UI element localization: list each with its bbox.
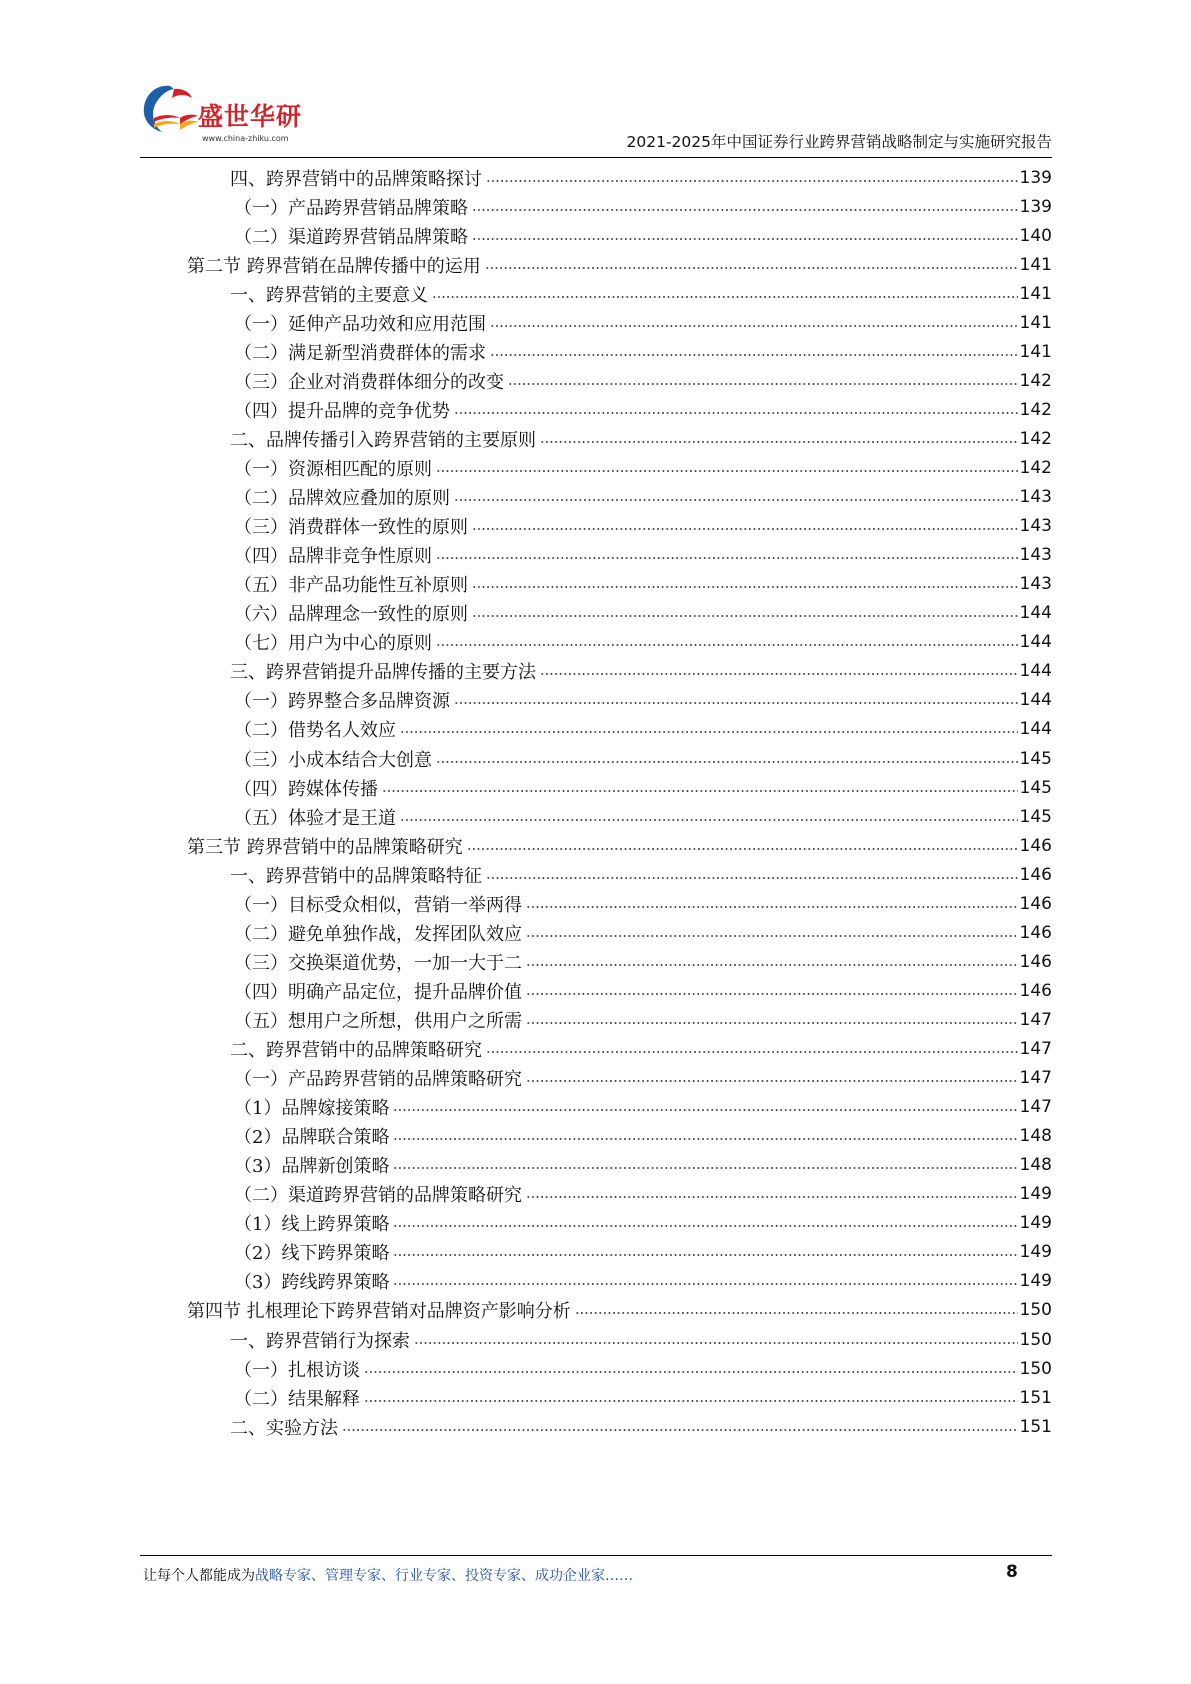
toc-entry[interactable] <box>230 859 1052 890</box>
footer-divider <box>140 1555 1052 1556</box>
toc-entry-label: 第二节 跨界营销在品牌传播中的运用 <box>187 255 481 277</box>
toc-dot-leader <box>486 1047 1018 1057</box>
toc-entry-label: 第三节 跨界营销中的品牌策略研究 <box>187 836 463 858</box>
toc-entry[interactable] <box>234 511 1052 542</box>
toc-dot-leader <box>472 611 1018 621</box>
toc-dot-leader <box>393 1221 1017 1231</box>
toc-entry[interactable] <box>187 830 1052 861</box>
toc-dot-leader <box>526 931 1018 941</box>
toc-entry-label: （2）品牌联合策略 <box>234 1127 390 1149</box>
toc-dot-leader <box>467 844 1018 854</box>
toc-entry-page: 143 <box>1019 516 1052 537</box>
toc-entry-page: 150 <box>1019 1358 1052 1379</box>
toc-entry-page: 146 <box>1019 951 1052 972</box>
toc-entry-label: （一）产品跨界营销的品牌策略研究 <box>234 1069 522 1091</box>
toc-entry-page: 142 <box>1019 428 1052 449</box>
toc-entry-page: 143 <box>1019 545 1052 566</box>
toc-entry-page: 146 <box>1019 835 1052 856</box>
footer-slogan-highlight: 战略专家、管理专家、行业专家、投资专家、成功企业家…… <box>255 1568 633 1584</box>
toc-dot-leader <box>526 1192 1018 1202</box>
toc-dot-leader <box>400 727 1018 737</box>
toc-entry-label: （五）体验才是王道 <box>234 807 396 829</box>
toc-entry-page: 147 <box>1019 1068 1052 1089</box>
toc-entry-label: （二）品牌效应叠加的原则 <box>234 488 450 510</box>
toc-entry[interactable] <box>234 1382 1052 1413</box>
toc-entry-page: 139 <box>1019 196 1052 217</box>
toc-entry-page: 150 <box>1019 1329 1052 1350</box>
toc-entry-label: （一）产品跨界营销品牌策略 <box>234 197 468 219</box>
header-divider <box>140 157 1052 158</box>
toc-entry-page: 141 <box>1019 283 1052 304</box>
toc-entry[interactable] <box>234 1004 1052 1035</box>
toc-entry[interactable] <box>234 394 1052 425</box>
toc-entry[interactable] <box>234 1092 1052 1123</box>
toc-dot-leader <box>526 902 1018 912</box>
toc-entry-page: 145 <box>1019 748 1052 769</box>
toc-entry-label: （一）扎根访谈 <box>234 1359 360 1381</box>
toc-entry[interactable] <box>187 249 1052 280</box>
toc-dot-leader <box>472 582 1018 592</box>
toc-dot-leader <box>454 495 1018 505</box>
toc-dot-leader <box>414 1338 1018 1348</box>
toc-entry[interactable] <box>234 975 1052 1006</box>
toc-dot-leader <box>485 263 1018 273</box>
toc-dot-leader <box>490 350 1018 360</box>
toc-entry-page: 143 <box>1019 574 1052 595</box>
toc-dot-leader <box>393 1250 1017 1260</box>
toc-entry-label: （六）品牌理念一致性的原则 <box>234 604 468 626</box>
toc-dot-leader <box>454 698 1018 708</box>
toc-dot-leader <box>393 1163 1017 1173</box>
toc-entry-label: 第四节 扎根理论下跨界营销对品牌资产影响分析 <box>187 1301 571 1323</box>
toc-entry-label: 二、品牌传播引入跨界营销的主要原则 <box>230 429 536 451</box>
toc-dot-leader <box>436 466 1018 476</box>
toc-entry-page: 145 <box>1019 806 1052 827</box>
logo-text: 盛世华研 <box>198 102 303 131</box>
toc-entry-label: （二）渠道跨界营销的品牌策略研究 <box>234 1185 522 1207</box>
toc-entry-label: （四）品牌非竞争性原则 <box>234 546 432 568</box>
toc-entry[interactable] <box>234 191 1052 222</box>
toc-entry-page: 149 <box>1019 1242 1052 1263</box>
toc-entry[interactable] <box>230 278 1052 309</box>
toc-entry-label: （一）延伸产品功效和应用范围 <box>234 313 486 335</box>
toc-entry-page: 144 <box>1019 719 1052 740</box>
toc-entry-label: （三）消费群体一致性的原则 <box>234 517 468 539</box>
toc-dot-leader <box>382 786 1018 796</box>
toc-dot-leader <box>364 1367 1018 1377</box>
toc-entry[interactable] <box>234 1179 1052 1210</box>
toc-dot-leader <box>526 1076 1018 1086</box>
toc-dot-leader <box>436 757 1018 767</box>
toc-entry-label: （二）渠道跨界营销品牌策略 <box>234 226 468 248</box>
toc-entry-label: 二、跨界营销中的品牌策略研究 <box>230 1040 482 1061</box>
toc-entry-label: （3）跨线跨界策略 <box>234 1272 390 1294</box>
toc-entry-label: （二）避免单独作战，发挥团队效应 <box>234 923 522 945</box>
toc-entry[interactable] <box>234 1063 1052 1094</box>
toc-dot-leader <box>540 669 1018 679</box>
toc-entry-page: 139 <box>1019 167 1052 188</box>
toc-entry[interactable] <box>234 1150 1052 1181</box>
toc-entry-page: 146 <box>1019 864 1052 885</box>
toc-dot-leader <box>526 960 1018 970</box>
toc-entry-page: 142 <box>1019 458 1052 478</box>
toc-entry-page: 147 <box>1019 1009 1052 1030</box>
toc-entry-page: 149 <box>1019 1213 1052 1234</box>
toc-entry[interactable] <box>234 540 1052 571</box>
toc-entry[interactable] <box>234 220 1052 251</box>
toc-entry-page: 149 <box>1019 1271 1052 1292</box>
toc-entry-page: 147 <box>1019 1039 1052 1059</box>
toc-dot-leader <box>393 1105 1017 1115</box>
toc-dot-leader <box>364 1396 1018 1406</box>
toc-entry-page: 148 <box>1019 1126 1052 1147</box>
toc-dot-leader <box>540 437 1018 447</box>
toc-entry-label: （四）明确产品定位，提升品牌价值 <box>234 981 522 1003</box>
toc-entry[interactable] <box>230 656 1052 687</box>
toc-entry[interactable] <box>234 685 1052 716</box>
toc-entry-page: 143 <box>1019 487 1052 508</box>
toc-entry[interactable] <box>234 772 1052 803</box>
toc-entry[interactable] <box>234 917 1052 948</box>
toc-entry-page: 142 <box>1019 370 1052 391</box>
toc-entry-label: （四）提升品牌的竞争优势 <box>234 400 450 422</box>
toc-entry[interactable] <box>234 482 1052 513</box>
toc-entry-page: 146 <box>1019 980 1052 1001</box>
toc-entry-label: （五）非产品功能性互补原则 <box>234 575 468 597</box>
toc-entry[interactable] <box>234 714 1052 745</box>
toc-entry[interactable] <box>234 627 1052 658</box>
page-number: 8 <box>1006 1562 1018 1582</box>
toc-entry-label: 四、跨界营销中的品牌策略探讨 <box>230 168 482 190</box>
toc-entry-page: 144 <box>1019 632 1052 653</box>
toc-entry[interactable] <box>234 801 1052 832</box>
toc-entry-label: （五）想用户之所想，供用户之所需 <box>234 1010 522 1032</box>
toc-entry-page: 150 <box>1019 1300 1052 1321</box>
toc-entry-label: （1）线上跨界策略 <box>234 1214 390 1236</box>
toc-entry-page: 141 <box>1019 312 1052 333</box>
toc-entry-page: 141 <box>1019 254 1052 275</box>
toc-entry-page: 141 <box>1019 341 1052 362</box>
toc-entry-label: （四）跨媒体传播 <box>234 778 378 800</box>
toc-entry-page: 142 <box>1019 399 1052 420</box>
toc-entry[interactable] <box>230 1324 1052 1355</box>
toc-entry-label: （二）借势名人效应 <box>234 720 396 742</box>
toc-entry-label: （七）用户为中心的原则 <box>234 633 432 655</box>
toc-entry-label: （三）小成本结合大创意 <box>234 749 432 771</box>
toc-entry-page: 144 <box>1019 603 1052 624</box>
toc-entry-page: 144 <box>1019 690 1052 711</box>
toc-entry-label: （二）结果解释 <box>234 1388 360 1410</box>
toc-entry-page: 151 <box>1019 1387 1052 1408</box>
toc-entry[interactable] <box>234 365 1052 396</box>
report-title: 2021-2025年中国证券行业跨界营销战略制定与实施研究报告 <box>626 133 1052 151</box>
toc-dot-leader <box>472 524 1018 534</box>
toc-entry-label: （1）品牌嫁接策略 <box>234 1098 390 1120</box>
toc-entry-label: （一）目标受众相似，营销一举两得 <box>234 894 522 916</box>
toc-dot-leader <box>393 1279 1017 1289</box>
toc-entry[interactable] <box>234 1353 1052 1384</box>
toc-entry-label: （一）跨界整合多品牌资源 <box>234 691 450 713</box>
toc-dot-leader <box>508 379 1018 389</box>
toc-entry-label: （3）品牌新创策略 <box>234 1156 390 1178</box>
toc-entry-label: 一、跨界营销中的品牌策略特征 <box>230 865 482 887</box>
toc-entry-label: （二）满足新型消费群体的需求 <box>234 342 486 364</box>
toc-entry-label: （三）企业对消费群体细分的改变 <box>234 371 504 393</box>
toc-dot-leader <box>432 292 1018 302</box>
toc-entry-label: （一）资源相匹配的原则 <box>234 459 432 480</box>
toc-dot-leader <box>436 553 1018 563</box>
toc-dot-leader <box>526 989 1018 999</box>
toc-entry[interactable] <box>234 743 1052 774</box>
logo-icon <box>140 80 200 140</box>
toc-entry-page: 145 <box>1019 777 1052 798</box>
toc-dot-leader <box>490 321 1018 331</box>
footer-slogan-lead: 让每个人都能成为 <box>143 1568 255 1584</box>
toc-entry[interactable] <box>234 569 1052 600</box>
toc-entry[interactable] <box>234 946 1052 977</box>
toc-entry-label: 一、跨界营销的主要意义 <box>230 284 428 306</box>
page-header <box>140 80 1052 158</box>
toc-entry-label: 一、跨界营销行为探索 <box>230 1330 410 1352</box>
toc-entry-page: 151 <box>1019 1416 1052 1437</box>
toc-entry[interactable] <box>234 1237 1052 1268</box>
toc-dot-leader <box>393 1134 1017 1144</box>
toc-entry-page: 148 <box>1019 1155 1052 1176</box>
toc-entry[interactable] <box>234 1208 1052 1239</box>
toc-entry-page: 147 <box>1019 1097 1052 1118</box>
toc-entry[interactable] <box>230 1034 1052 1065</box>
toc-entry[interactable] <box>234 453 1052 484</box>
toc-entry-page: 149 <box>1019 1184 1052 1205</box>
toc-entry-page: 146 <box>1019 893 1052 914</box>
footer-slogan <box>143 1565 633 1585</box>
toc-dot-leader <box>436 640 1018 650</box>
logo-url: www.china-zhiku.com <box>202 134 289 143</box>
toc-dot-leader <box>342 1425 1018 1435</box>
toc-entry[interactable] <box>230 1411 1052 1442</box>
toc-entry[interactable] <box>234 1121 1052 1152</box>
toc-entry[interactable] <box>234 1266 1052 1297</box>
toc-dot-leader <box>472 234 1018 244</box>
toc-entry[interactable] <box>230 162 1052 193</box>
toc-dot-leader <box>575 1308 1018 1318</box>
toc-entry-label: （2）线下跨界策略 <box>234 1243 390 1265</box>
toc-entry-label: 三、跨界营销提升品牌传播的主要方法 <box>230 662 536 684</box>
toc-dot-leader <box>526 1018 1018 1028</box>
toc-dot-leader <box>472 205 1018 215</box>
toc-dot-leader <box>486 176 1018 186</box>
toc-entry[interactable] <box>187 1295 1052 1326</box>
toc-entry[interactable] <box>234 336 1052 367</box>
toc-entry[interactable] <box>234 307 1052 338</box>
toc-entry[interactable] <box>234 888 1052 919</box>
toc-entry-page: 140 <box>1019 225 1052 246</box>
toc-entry-page: 144 <box>1019 661 1052 682</box>
toc-entry[interactable] <box>234 598 1052 629</box>
toc-dot-leader <box>400 815 1018 825</box>
toc-entry-label: （三）交换渠道优势，一加一大于二 <box>234 952 522 974</box>
toc-dot-leader <box>486 873 1018 883</box>
toc-entry-label: 二、实验方法 <box>230 1417 338 1439</box>
toc-entry-page: 146 <box>1019 922 1052 943</box>
toc-dot-leader <box>454 408 1018 418</box>
toc-entry[interactable] <box>230 423 1052 454</box>
